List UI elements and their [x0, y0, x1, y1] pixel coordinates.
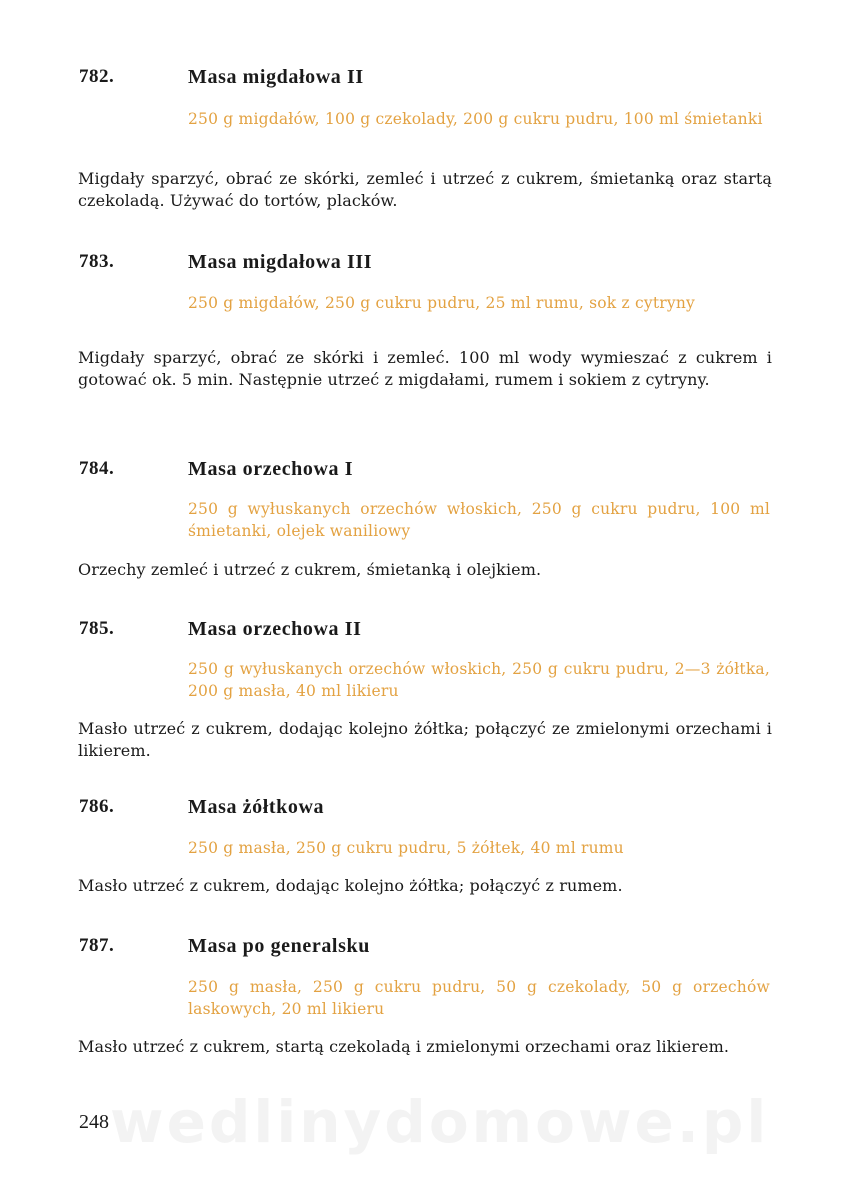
recipe-instructions: Masło utrzeć z cukrem, startą czekoladą i zmielonymi orzechami oraz likierem.	[78, 1037, 730, 1056]
recipe-title: Masa żółtkowa	[188, 796, 325, 818]
recipe-number: 787.	[79, 935, 115, 956]
recipe-number: 785.	[79, 618, 115, 639]
recipe-instructions: Migdały sparzyć, obrać ze skórki i zemleć. 100 ml wody wymieszać z cukrem i gotować ok. 5 min. Następnie utrzeć z migdałami, rumem i sokiem z cytryny.	[78, 348, 772, 389]
recipe-number: 782.	[79, 66, 115, 87]
recipe-ingredients: 250 g masła, 250 g cukru pudru, 50 g czekolady, 50 g orzechów laskowych, 20 ml likieru	[188, 978, 770, 1018]
page-number: 248	[79, 1111, 109, 1133]
recipe-number: 784.	[79, 458, 115, 479]
recipe-title: Masa orzechowa I	[188, 458, 354, 480]
recipe-ingredients: 250 g masła, 250 g cukru pudru, 5 żółtek, 40 ml rumu	[188, 839, 624, 857]
recipe-title: Masa orzechowa II	[188, 618, 362, 640]
recipe-instructions: Orzechy zemleć i utrzeć z cukrem, śmietanką i olejkiem.	[78, 560, 542, 579]
recipe-ingredients: 250 g migdałów, 100 g czekolady, 200 g cukru pudru, 100 ml śmietanki	[188, 110, 763, 128]
watermark: wedlinydomowe.pl	[110, 1088, 770, 1156]
recipe-number: 786.	[79, 796, 115, 817]
recipe-instructions: Migdały sparzyć, obrać ze skórki, zemleć i utrzeć z cukrem, śmietanką oraz startą czekoladą. Używać do tortów, placków.	[78, 169, 772, 210]
recipe-ingredients: 250 g wyłuskanych orzechów włoskich, 250 g cukru pudru, 2—3 żółtka, 200 g masła, 40 ml likieru	[188, 660, 770, 700]
recipe-ingredients: 250 g migdałów, 250 g cukru pudru, 25 ml rumu, sok z cytryny	[188, 294, 695, 312]
recipe-instructions: Masło utrzeć z cukrem, dodając kolejno żółtka; połączyć z rumem.	[78, 876, 623, 895]
recipe-title: Masa migdałowa II	[188, 66, 364, 88]
recipe-instructions: Masło utrzeć z cukrem, dodając kolejno żółtka; połączyć ze zmielonymi orzechami i likierem.	[78, 719, 772, 760]
recipe-title: Masa migdałowa III	[188, 251, 373, 273]
recipe-ingredients: 250 g wyłuskanych orzechów włoskich, 250 g cukru pudru, 100 ml śmietanki, olejek waniliowy	[188, 500, 770, 540]
recipe-title: Masa po generalsku	[188, 935, 370, 957]
recipe-number: 783.	[79, 251, 115, 272]
